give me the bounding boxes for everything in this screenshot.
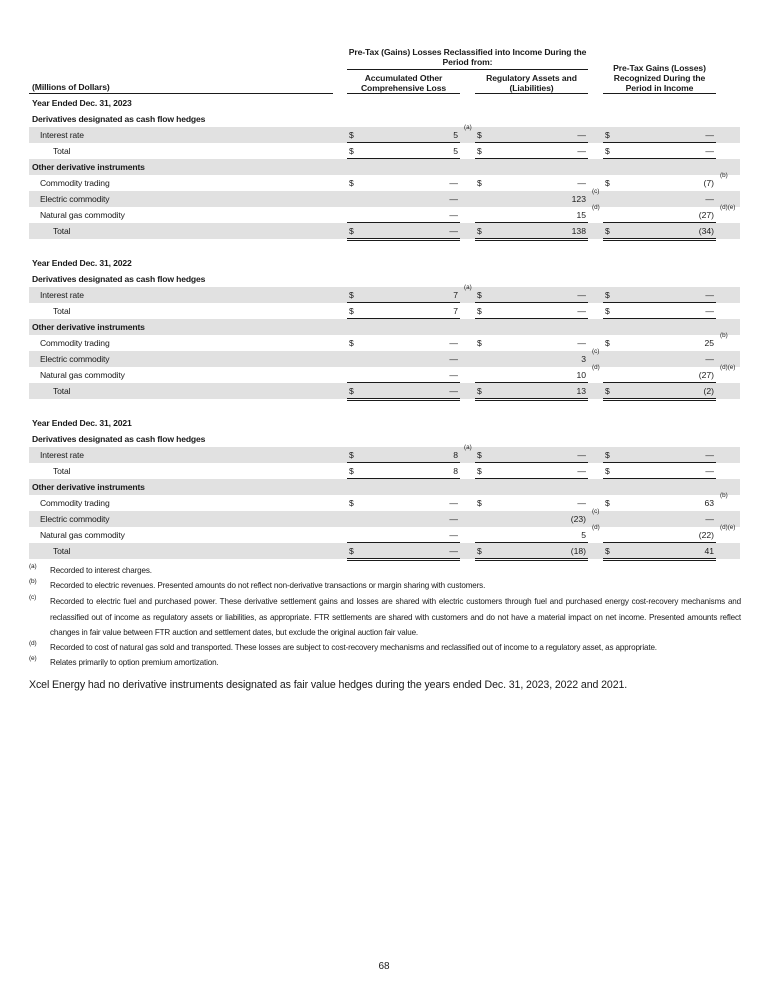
footnote-mark: (b) — [29, 578, 37, 585]
cell-value: — — [449, 498, 458, 508]
cell-aocl — [347, 527, 460, 543]
cell-regulatory — [475, 348, 600, 367]
row-label: Natural gas commodity — [40, 370, 125, 380]
year-heading: Year Ended Dec. 31, 2023 — [32, 98, 132, 108]
currency-symbol: $ — [349, 178, 354, 188]
cell-value: 8 — [453, 466, 458, 476]
footnote-reference: (d)(e) — [720, 364, 736, 371]
footnote-reference: (b) — [720, 332, 728, 339]
cell-regulatory — [475, 335, 588, 351]
table-row — [29, 524, 740, 543]
cell-value: 15 — [576, 210, 586, 220]
currency-symbol: $ — [349, 130, 354, 140]
other-derivatives-heading: Other derivative instruments — [32, 322, 145, 332]
currency-symbol: $ — [349, 338, 354, 348]
cell-aocl — [347, 444, 472, 463]
total-row — [29, 463, 740, 479]
cell-value: — — [449, 386, 458, 396]
total-row — [29, 303, 740, 319]
cell-value: — — [577, 338, 586, 348]
currency-symbol: $ — [605, 178, 610, 188]
column-header-regulatory: Regulatory Assets and (Liabilities) — [486, 73, 577, 93]
cell-value: — — [705, 290, 714, 300]
row-label: Total — [53, 466, 71, 476]
row-label: Commodity trading — [40, 498, 110, 508]
currency-symbol: $ — [477, 226, 482, 236]
row-label: Electric commodity — [40, 354, 110, 364]
cell-regulatory — [475, 188, 600, 207]
cell-gains — [603, 383, 716, 401]
cell-value: — — [705, 354, 714, 364]
column-header-gains: Pre-Tax Gains (Losses) Recognized During the Period in Income — [613, 63, 706, 93]
currency-symbol: $ — [349, 306, 354, 316]
footnote-reference: (c) — [592, 508, 600, 515]
year-heading-row — [29, 255, 740, 271]
cell-aocl — [347, 284, 472, 303]
row-label: Total — [53, 306, 71, 316]
cell-regulatory — [475, 447, 588, 463]
cell-gains — [603, 351, 716, 367]
cell-value: — — [705, 130, 714, 140]
currency-symbol: $ — [349, 450, 354, 460]
fair-value-hedges-statement: Xcel Energy had no derivative instruments designated as fair value hedges during the years ended Dec. 31, 2023, 2022 and 2021. — [29, 679, 628, 691]
year-heading: Year Ended Dec. 31, 2022 — [32, 258, 132, 268]
cell-gains — [603, 127, 716, 143]
table-row — [29, 364, 740, 383]
cell-value: — — [577, 290, 586, 300]
cell-gains — [603, 543, 716, 561]
table-row — [29, 284, 740, 303]
section-heading-row — [29, 319, 740, 335]
column-header-aocl: Accumulated Other Comprehensive Loss — [360, 73, 447, 93]
section-heading-row — [29, 111, 740, 127]
cell-gains — [603, 332, 728, 351]
footnote-mark: (c) — [29, 594, 37, 601]
currency-symbol: $ — [349, 386, 354, 396]
cell-value: (27) — [698, 370, 714, 380]
cell-aocl — [347, 367, 460, 383]
footnote-reference: (a) — [464, 284, 472, 291]
cell-gains — [603, 492, 728, 511]
cell-aocl — [347, 175, 460, 191]
footnote-reference: (c) — [592, 188, 600, 195]
cell-value: — — [577, 130, 586, 140]
footnote-reference: (b) — [720, 172, 728, 179]
table-row — [29, 348, 740, 367]
row-label: Interest rate — [40, 290, 84, 300]
currency-symbol: $ — [605, 498, 610, 508]
cell-value: — — [577, 498, 586, 508]
footnote-text: Relates primarily to option premium amortization. — [50, 658, 219, 667]
footnote-mark: (e) — [29, 655, 37, 662]
currency-symbol: $ — [477, 466, 482, 476]
currency-symbol: $ — [477, 306, 482, 316]
row-label: Total — [53, 386, 71, 396]
cell-value: — — [449, 178, 458, 188]
row-label: Electric commodity — [40, 194, 110, 204]
cell-value: 5 — [453, 130, 458, 140]
cell-regulatory — [475, 495, 588, 511]
currency-symbol: $ — [477, 290, 482, 300]
cell-aocl — [347, 223, 460, 241]
cell-regulatory — [475, 524, 600, 543]
currency-symbol: $ — [477, 546, 482, 556]
group-header-rule — [347, 69, 588, 70]
year-heading: Year Ended Dec. 31, 2021 — [32, 418, 132, 428]
cell-value: — — [705, 306, 714, 316]
currency-symbol: $ — [349, 146, 354, 156]
currency-symbol: $ — [605, 386, 610, 396]
cell-regulatory — [475, 223, 588, 241]
header-rule-label — [29, 93, 333, 94]
cell-value: 5 — [453, 146, 458, 156]
currency-symbol: $ — [605, 146, 610, 156]
cell-value: — — [705, 450, 714, 460]
cell-value: 63 — [704, 498, 714, 508]
cell-aocl — [347, 124, 472, 143]
table-row — [29, 204, 740, 223]
row-label: Commodity trading — [40, 338, 110, 348]
cell-value: 25 — [704, 338, 714, 348]
currency-symbol: $ — [349, 226, 354, 236]
row-label: Total — [53, 146, 71, 156]
total-row — [29, 223, 740, 239]
row-label: Total — [53, 226, 71, 236]
cash-flow-hedges-heading: Derivatives designated as cash flow hedges — [32, 434, 206, 444]
table-row — [29, 332, 740, 351]
cell-value: — — [577, 178, 586, 188]
cell-value: — — [577, 146, 586, 156]
cell-value: 7 — [453, 306, 458, 316]
cell-gains — [603, 172, 728, 191]
cell-regulatory — [475, 383, 588, 401]
table-row — [29, 172, 740, 191]
row-label: Electric commodity — [40, 514, 110, 524]
section-heading-row — [29, 159, 740, 175]
footnote-mark: (d) — [29, 640, 37, 647]
cell-value: — — [577, 306, 586, 316]
currency-symbol: $ — [477, 338, 482, 348]
footnote-reference: (c) — [592, 348, 600, 355]
table-row — [29, 444, 740, 463]
row-label: Interest rate — [40, 130, 84, 140]
currency-symbol: $ — [605, 450, 610, 460]
total-row — [29, 143, 740, 159]
row-label: Natural gas commodity — [40, 530, 125, 540]
cell-value: (22) — [698, 530, 714, 540]
currency-symbol: $ — [477, 386, 482, 396]
cell-gains — [603, 364, 736, 383]
cell-value: — — [449, 338, 458, 348]
footnote-reference: (b) — [720, 492, 728, 499]
cell-value: 8 — [453, 450, 458, 460]
cell-aocl — [347, 335, 460, 351]
cell-value: — — [449, 514, 458, 524]
other-derivatives-heading: Other derivative instruments — [32, 162, 145, 172]
cell-value: 138 — [571, 226, 586, 236]
cell-gains — [603, 287, 716, 303]
cell-value: — — [449, 370, 458, 380]
cell-aocl — [347, 511, 460, 527]
cell-value: — — [577, 450, 586, 460]
footnote-reference: (a) — [464, 444, 472, 451]
footnote-text: Recorded to cost of natural gas sold and transported. These losses are subject to cost-recovery mechanisms and reclassified out of income to a regulatory asset, as appropriate. — [50, 643, 657, 652]
cell-value: 123 — [571, 194, 586, 204]
cell-gains — [603, 524, 736, 543]
cell-aocl — [347, 351, 460, 367]
footnote-text: Recorded to interest charges. — [50, 566, 152, 575]
table-row — [29, 492, 740, 511]
header-rule-gains — [603, 93, 716, 94]
cell-gains — [603, 204, 736, 223]
cell-value: — — [577, 466, 586, 476]
cell-value: (27) — [698, 210, 714, 220]
cell-value: — — [449, 210, 458, 220]
cell-value: 3 — [581, 354, 586, 364]
footnote-reference: (d) — [592, 364, 600, 371]
footnote-text: Recorded to electric fuel and purchased power. These derivative settlement gains and losses are shared with electric customers through fuel and purchased energy cost-recovery mechanisms and reclassified out of income as regulatory assets or liabilities, as appropriate. FTR settlements are shared with customers and do not have a material impact on net income. Presented amounts reflect changes in fair value between FTR auction and settlement dates, but exclude the original auction fair value. — [50, 597, 741, 637]
currency-symbol: $ — [349, 466, 354, 476]
cell-value: 13 — [576, 386, 586, 396]
row-label: Interest rate — [40, 450, 84, 460]
section-heading-row — [29, 271, 740, 287]
cell-gains — [603, 223, 716, 241]
currency-symbol: $ — [349, 290, 354, 300]
currency-symbol: $ — [605, 290, 610, 300]
table-row — [29, 508, 740, 527]
total-row — [29, 543, 740, 559]
cell-value: 7 — [453, 290, 458, 300]
section-heading-row — [29, 479, 740, 495]
cell-value: — — [449, 354, 458, 364]
footnote-mark: (a) — [29, 563, 37, 570]
table-row — [29, 188, 740, 207]
row-label: Commodity trading — [40, 178, 110, 188]
cell-value: 41 — [704, 546, 714, 556]
currency-symbol: $ — [605, 466, 610, 476]
table-row — [29, 124, 740, 143]
cell-regulatory — [475, 364, 600, 383]
cell-aocl — [347, 383, 460, 401]
cell-regulatory — [475, 175, 588, 191]
header-rule-aocl — [347, 93, 460, 94]
currency-symbol: $ — [349, 546, 354, 556]
cell-aocl — [347, 495, 460, 511]
other-derivatives-heading: Other derivative instruments — [32, 482, 145, 492]
currency-symbol: $ — [477, 130, 482, 140]
currency-symbol: $ — [477, 178, 482, 188]
cash-flow-hedges-heading: Derivatives designated as cash flow hedges — [32, 274, 206, 284]
page-number: 68 — [378, 961, 390, 972]
cell-regulatory — [475, 287, 588, 303]
cell-aocl — [347, 191, 460, 207]
footnote-reference: (d) — [592, 524, 600, 531]
cell-regulatory — [475, 127, 588, 143]
cell-value: — — [705, 194, 714, 204]
cell-value: — — [449, 546, 458, 556]
cell-aocl — [347, 207, 460, 223]
header-rule-regulatory — [475, 93, 588, 94]
cell-regulatory — [475, 543, 588, 561]
cell-value: — — [705, 146, 714, 156]
cell-gains — [603, 511, 716, 527]
currency-symbol: $ — [605, 226, 610, 236]
currency-symbol: $ — [477, 498, 482, 508]
cell-value: (7) — [703, 178, 714, 188]
cell-value: (34) — [698, 226, 714, 236]
cell-value: (18) — [570, 546, 586, 556]
footnote-reference: (a) — [464, 124, 472, 131]
section-heading-row — [29, 431, 740, 447]
currency-symbol: $ — [605, 306, 610, 316]
cell-gains — [603, 191, 716, 207]
cell-value: — — [705, 466, 714, 476]
cell-aocl — [347, 543, 460, 561]
year-heading-row — [29, 415, 740, 431]
cell-value: — — [449, 530, 458, 540]
row-label: Total — [53, 546, 71, 556]
cell-value: (23) — [570, 514, 586, 524]
cell-gains — [603, 447, 716, 463]
footnote-text: Recorded to electric revenues. Presented amounts do not reflect non-derivative transactions or margin sharing with customers. — [50, 581, 486, 590]
cell-value: (2) — [703, 386, 714, 396]
currency-symbol: $ — [477, 450, 482, 460]
footnote-reference: (d)(e) — [720, 204, 736, 211]
cell-regulatory — [475, 508, 600, 527]
cell-value: — — [449, 194, 458, 204]
year-heading-row — [29, 95, 740, 111]
cell-value: — — [449, 226, 458, 236]
currency-symbol: $ — [605, 130, 610, 140]
footnote-reference: (d) — [592, 204, 600, 211]
currency-symbol: $ — [605, 338, 610, 348]
cell-value: 10 — [576, 370, 586, 380]
column-group-header: Pre-Tax (Gains) Losses Reclassified into Income During the Period from: — [348, 47, 587, 67]
currency-symbol: $ — [477, 146, 482, 156]
footnote-reference: (d)(e) — [720, 524, 736, 531]
row-label: Natural gas commodity — [40, 210, 125, 220]
cell-regulatory — [475, 204, 600, 223]
cell-value: 5 — [581, 530, 586, 540]
currency-symbol: $ — [605, 546, 610, 556]
cash-flow-hedges-heading: Derivatives designated as cash flow hedges — [32, 114, 206, 124]
cell-value: — — [705, 514, 714, 524]
total-row — [29, 383, 740, 399]
units-label: (Millions of Dollars) — [32, 82, 110, 92]
currency-symbol: $ — [349, 498, 354, 508]
